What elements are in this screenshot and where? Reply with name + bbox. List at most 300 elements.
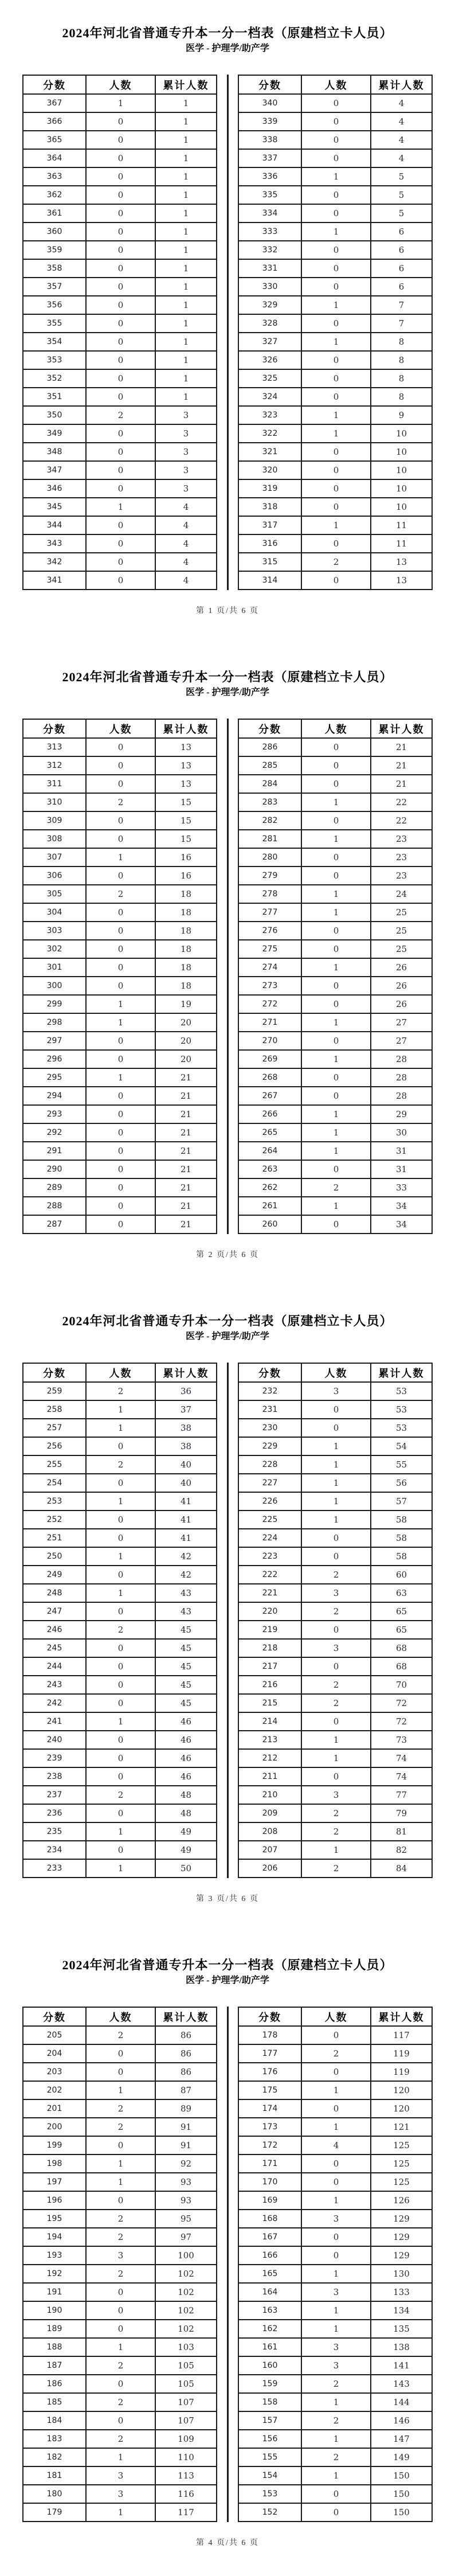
score-cell: 186: [23, 2375, 86, 2393]
table-row: [238, 1105, 432, 1123]
table-row: [23, 333, 217, 351]
score-cell: 318: [238, 498, 301, 516]
score-cell: 214: [238, 1712, 301, 1731]
score-cell: 251: [23, 1529, 86, 1547]
cumulative-cell: 147: [371, 2430, 432, 2448]
cumulative-cell: 4: [371, 149, 432, 167]
table-row: [23, 2466, 217, 2485]
count-cell: 1: [86, 1419, 155, 1437]
count-cell: 2: [86, 2393, 155, 2411]
count-cell: 0: [86, 278, 155, 296]
count-cell: 0: [301, 1068, 371, 1087]
score-cell: 242: [23, 1694, 86, 1712]
score-cell: 322: [238, 424, 301, 443]
table-row: [23, 1123, 217, 1142]
score-cell: 365: [23, 131, 86, 149]
table-row: [238, 2283, 432, 2301]
table-row: [238, 2099, 432, 2118]
score-cell: 246: [23, 1621, 86, 1639]
count-cell: 0: [86, 775, 155, 793]
count-cell: 2: [301, 2411, 371, 2430]
count-cell: 0: [301, 867, 371, 885]
score-cell: 340: [238, 94, 301, 112]
count-cell: 0: [86, 516, 155, 534]
cumulative-cell: 102: [155, 2265, 217, 2283]
cumulative-cell: 117: [155, 2503, 217, 2522]
table-row: [23, 2375, 217, 2393]
score-cell: 249: [23, 1566, 86, 1584]
cumulative-cell: 86: [155, 2063, 217, 2081]
score-cell: 163: [238, 2301, 301, 2320]
count-cell: 0: [86, 940, 155, 958]
cumulative-cell: 86: [155, 2026, 217, 2044]
score-cell: 294: [23, 1087, 86, 1105]
cumulative-cell: 7: [371, 296, 432, 314]
score-cell: 231: [238, 1400, 301, 1419]
cumulative-cell: 5: [371, 186, 432, 204]
count-cell: 1: [301, 1050, 371, 1068]
col-header-score: 分数: [23, 75, 86, 94]
count-cell: 1: [301, 1123, 371, 1142]
cumulative-cell: 7: [371, 314, 432, 333]
table-row: [238, 2026, 432, 2044]
count-cell: 2: [301, 1602, 371, 1621]
count-cell: 0: [86, 314, 155, 333]
score-cell: 170: [238, 2173, 301, 2191]
cumulative-cell: 10: [371, 498, 432, 516]
count-cell: 0: [86, 867, 155, 885]
cumulative-cell: 25: [371, 922, 432, 940]
score-cell: 160: [238, 2356, 301, 2375]
score-cell: 263: [238, 1160, 301, 1178]
cumulative-cell: 23: [371, 848, 432, 867]
score-cell: 300: [23, 977, 86, 995]
count-cell: 0: [86, 1767, 155, 1786]
score-cell: 171: [238, 2155, 301, 2173]
table-row: [23, 259, 217, 278]
score-cell: 233: [23, 1859, 86, 1878]
cumulative-cell: 119: [371, 2044, 432, 2063]
table-row: [238, 1511, 432, 1529]
cumulative-cell: 24: [371, 885, 432, 903]
table-row: [238, 1639, 432, 1657]
count-cell: 0: [301, 1032, 371, 1050]
cumulative-cell: 105: [155, 2375, 217, 2393]
table-row: [238, 1160, 432, 1178]
cumulative-cell: 13: [371, 553, 432, 571]
count-cell: 0: [301, 1621, 371, 1639]
table-row: [238, 1749, 432, 1767]
col-header-cumulative: 累计人数: [371, 75, 432, 94]
cumulative-cell: 4: [371, 112, 432, 131]
table-row: [238, 1013, 432, 1032]
count-cell: 0: [86, 2320, 155, 2338]
count-cell: 0: [86, 167, 155, 186]
count-cell: 0: [86, 333, 155, 351]
cumulative-cell: 113: [155, 2466, 217, 2485]
count-cell: 3: [86, 2485, 155, 2503]
table-row: [23, 461, 217, 479]
cumulative-cell: 45: [155, 1676, 217, 1694]
count-cell: 1: [86, 2155, 155, 2173]
count-cell: 0: [301, 112, 371, 131]
score-cell: 315: [238, 553, 301, 571]
count-cell: 0: [86, 149, 155, 167]
score-cell: 176: [238, 2063, 301, 2081]
count-cell: 1: [301, 1841, 371, 1859]
score-cell: 325: [238, 369, 301, 388]
table-row: [238, 977, 432, 995]
score-cell: 326: [238, 351, 301, 369]
score-cell: 282: [238, 811, 301, 830]
score-cell: 177: [238, 2044, 301, 2063]
cumulative-cell: 46: [155, 1731, 217, 1749]
count-cell: 0: [86, 2136, 155, 2155]
table-row: [238, 1032, 432, 1050]
table-row: [23, 1160, 217, 1178]
score-cell: 200: [23, 2118, 86, 2136]
table-row: [23, 2228, 217, 2246]
score-cell: 297: [23, 1032, 86, 1050]
score-cell: 288: [23, 1197, 86, 1215]
count-cell: 1: [86, 1712, 155, 1731]
table-row: [238, 1474, 432, 1492]
table-divider: [227, 719, 229, 1234]
table-row: [23, 2301, 217, 2320]
score-cell: 305: [23, 885, 86, 903]
table-row: [23, 2411, 217, 2430]
table-row: [23, 443, 217, 461]
count-cell: 0: [86, 1511, 155, 1529]
table-row: [238, 1068, 432, 1087]
table-row: [238, 738, 432, 756]
table-row: [23, 516, 217, 534]
table-row: [238, 498, 432, 516]
count-cell: 0: [86, 2375, 155, 2393]
cumulative-cell: 25: [371, 940, 432, 958]
score-cell: 224: [238, 1529, 301, 1547]
table-row: [238, 186, 432, 204]
score-cell: 320: [238, 461, 301, 479]
score-cell: 287: [23, 1215, 86, 1234]
table-row: [238, 167, 432, 186]
cumulative-cell: 150: [371, 2485, 432, 2503]
score-cell: 227: [238, 1474, 301, 1492]
cumulative-cell: 102: [155, 2283, 217, 2301]
count-cell: 0: [86, 922, 155, 940]
cumulative-cell: 10: [371, 461, 432, 479]
score-cell: 348: [23, 443, 86, 461]
count-cell: 1: [86, 2173, 155, 2191]
count-cell: 0: [301, 571, 371, 590]
cumulative-cell: 21: [155, 1160, 217, 1178]
table-row: [23, 167, 217, 186]
table-row: [23, 314, 217, 333]
count-cell: 1: [301, 830, 371, 848]
cumulative-cell: 58: [371, 1511, 432, 1529]
count-cell: 0: [86, 424, 155, 443]
count-cell: 2: [86, 2210, 155, 2228]
col-header-count: 人数: [86, 2007, 155, 2026]
score-cell: 271: [238, 1013, 301, 1032]
page-4: [0, 1932, 455, 2576]
table-row: [23, 498, 217, 516]
cumulative-cell: 20: [155, 1032, 217, 1050]
table-row: [23, 1657, 217, 1676]
count-cell: 1: [301, 424, 371, 443]
table-row: [238, 1437, 432, 1455]
cumulative-cell: 107: [155, 2411, 217, 2430]
score-cell: 158: [238, 2393, 301, 2411]
table-row: [23, 1602, 217, 1621]
table-row: [23, 479, 217, 498]
count-cell: 1: [301, 223, 371, 241]
table-row: [23, 204, 217, 223]
count-cell: 0: [301, 461, 371, 479]
cumulative-cell: 45: [155, 1639, 217, 1657]
cumulative-cell: 25: [371, 903, 432, 922]
cumulative-cell: 68: [371, 1657, 432, 1676]
cumulative-cell: 1: [155, 131, 217, 149]
score-cell: 342: [23, 553, 86, 571]
score-cell: 363: [23, 167, 86, 186]
cumulative-cell: 31: [371, 1160, 432, 1178]
table-row: [238, 1694, 432, 1712]
count-cell: 0: [86, 204, 155, 223]
score-cell: 354: [23, 333, 86, 351]
cumulative-cell: 16: [155, 867, 217, 885]
table-row: [23, 1639, 217, 1657]
score-cell: 268: [238, 1068, 301, 1087]
score-cell: 367: [23, 94, 86, 112]
cumulative-cell: 117: [371, 2026, 432, 2044]
score-cell: 184: [23, 2411, 86, 2430]
score-cell: 353: [23, 351, 86, 369]
page-footer: 第 3 页/共 6 页: [196, 1895, 259, 1903]
cumulative-cell: 45: [155, 1657, 217, 1676]
count-cell: 1: [301, 1105, 371, 1123]
score-cell: 201: [23, 2099, 86, 2118]
score-cell: 153: [238, 2485, 301, 2503]
count-cell: 1: [86, 2448, 155, 2466]
score-cell: 336: [238, 167, 301, 186]
table-row: [23, 2026, 217, 2044]
table-row: [238, 1400, 432, 1419]
cumulative-cell: 13: [371, 571, 432, 590]
table-row: [238, 1621, 432, 1639]
cumulative-cell: 13: [155, 775, 217, 793]
cumulative-cell: 84: [371, 1859, 432, 1878]
cumulative-cell: 65: [371, 1621, 432, 1639]
table-row: [23, 186, 217, 204]
count-cell: 2: [86, 1382, 155, 1400]
col-header-score: 分数: [238, 75, 301, 94]
cumulative-cell: 21: [371, 756, 432, 775]
col-header-count: 人数: [86, 719, 155, 738]
count-cell: 2: [86, 1621, 155, 1639]
score-cell: 301: [23, 958, 86, 977]
cumulative-cell: 65: [371, 1602, 432, 1621]
table-row: [238, 1566, 432, 1584]
page-1: [0, 0, 455, 644]
score-cell: 240: [23, 1731, 86, 1749]
count-cell: 1: [301, 1142, 371, 1160]
score-cell: 280: [238, 848, 301, 867]
cumulative-cell: 45: [155, 1694, 217, 1712]
count-cell: 1: [301, 167, 371, 186]
cumulative-cell: 1: [155, 112, 217, 131]
table-row: [23, 1419, 217, 1437]
cumulative-cell: 10: [371, 479, 432, 498]
count-cell: 2: [301, 1178, 371, 1197]
table-row: [23, 2283, 217, 2301]
table-row: [238, 2063, 432, 2081]
table-row: [23, 793, 217, 811]
score-cell: 215: [238, 1694, 301, 1712]
count-cell: 0: [301, 351, 371, 369]
score-cell: 321: [238, 443, 301, 461]
score-cell: 154: [238, 2466, 301, 2485]
cumulative-cell: 22: [371, 793, 432, 811]
table-row: [23, 756, 217, 775]
table-row: [23, 1804, 217, 1822]
table-row: [238, 2320, 432, 2338]
count-cell: 0: [86, 1178, 155, 1197]
count-cell: 1: [301, 1197, 371, 1215]
score-cell: 198: [23, 2155, 86, 2173]
score-cell: 309: [23, 811, 86, 830]
score-cell: 308: [23, 830, 86, 848]
table-row: [238, 1197, 432, 1215]
table-row: [238, 1731, 432, 1749]
cumulative-cell: 5: [371, 204, 432, 223]
cumulative-cell: 6: [371, 278, 432, 296]
score-cell: 364: [23, 149, 86, 167]
score-cell: 254: [23, 1474, 86, 1492]
count-cell: 0: [86, 1749, 155, 1767]
cumulative-cell: 73: [371, 1731, 432, 1749]
header-row: [238, 2007, 432, 2026]
score-cell: 350: [23, 406, 86, 424]
score-cell: 361: [23, 204, 86, 223]
score-cell: 304: [23, 903, 86, 922]
count-cell: 0: [86, 1437, 155, 1455]
cumulative-cell: 21: [371, 738, 432, 756]
table-row: [23, 1749, 217, 1767]
cumulative-cell: 102: [155, 2320, 217, 2338]
table-row: [238, 223, 432, 241]
cumulative-cell: 45: [155, 1621, 217, 1639]
cumulative-cell: 5: [371, 167, 432, 186]
cumulative-cell: 1: [155, 351, 217, 369]
table-row: [238, 1584, 432, 1602]
cumulative-cell: 28: [371, 1087, 432, 1105]
table-row: [238, 958, 432, 977]
count-cell: 1: [86, 2081, 155, 2099]
count-cell: 1: [86, 1068, 155, 1087]
table-row: [23, 388, 217, 406]
score-cell: 279: [238, 867, 301, 885]
table-row: [238, 2246, 432, 2265]
count-cell: 0: [86, 811, 155, 830]
score-cell: 333: [238, 223, 301, 241]
table-row: [238, 1050, 432, 1068]
cumulative-cell: 8: [371, 369, 432, 388]
table-row: [23, 223, 217, 241]
count-cell: 2: [301, 2448, 371, 2466]
table-row: [23, 424, 217, 443]
score-cell: 335: [238, 186, 301, 204]
cumulative-cell: 3: [155, 406, 217, 424]
table-row: [23, 977, 217, 995]
table-row: [238, 1841, 432, 1859]
score-cell: 253: [23, 1492, 86, 1511]
count-cell: 1: [301, 1511, 371, 1529]
header-row: [23, 2007, 217, 2026]
cumulative-cell: 11: [371, 516, 432, 534]
cumulative-cell: 125: [371, 2136, 432, 2155]
count-cell: 0: [86, 369, 155, 388]
cumulative-cell: 74: [371, 1767, 432, 1786]
cumulative-cell: 93: [155, 2191, 217, 2210]
cumulative-cell: 53: [371, 1382, 432, 1400]
table-row: [238, 388, 432, 406]
table-row: [238, 2044, 432, 2063]
cumulative-cell: 15: [155, 793, 217, 811]
table-row: [238, 2375, 432, 2393]
score-cell: 319: [238, 479, 301, 498]
count-cell: 2: [301, 2375, 371, 2393]
table-row: [238, 2448, 432, 2466]
cumulative-cell: 72: [371, 1712, 432, 1731]
table-row: [238, 811, 432, 830]
score-cell: 274: [238, 958, 301, 977]
cumulative-cell: 4: [155, 516, 217, 534]
score-cell: 360: [23, 223, 86, 241]
count-cell: 0: [301, 2503, 371, 2522]
score-cell: 330: [238, 278, 301, 296]
cumulative-cell: 89: [155, 2099, 217, 2118]
table-row: [238, 922, 432, 940]
count-cell: 1: [86, 1547, 155, 1566]
score-cell: 239: [23, 1749, 86, 1767]
cumulative-cell: 135: [371, 2320, 432, 2338]
cumulative-cell: 11: [371, 534, 432, 553]
table-row: [23, 1400, 217, 1419]
score-cell: 162: [238, 2320, 301, 2338]
score-cell: 366: [23, 112, 86, 131]
score-cell: 238: [23, 1767, 86, 1786]
count-cell: 0: [301, 738, 371, 756]
score-cell: 290: [23, 1160, 86, 1178]
count-cell: 0: [86, 1676, 155, 1694]
score-cell: 173: [238, 2118, 301, 2136]
table-row: [23, 1529, 217, 1547]
score-cell: 344: [23, 516, 86, 534]
cumulative-cell: 4: [371, 131, 432, 149]
count-cell: 0: [301, 922, 371, 940]
table-row: [238, 351, 432, 369]
table-row: [23, 1511, 217, 1529]
cumulative-cell: 50: [155, 1859, 217, 1878]
cumulative-cell: 46: [155, 1712, 217, 1731]
cumulative-cell: 8: [371, 351, 432, 369]
count-cell: 0: [86, 443, 155, 461]
table-row: [23, 2246, 217, 2265]
cumulative-cell: 4: [371, 94, 432, 112]
cumulative-cell: 21: [371, 775, 432, 793]
cumulative-cell: 3: [155, 424, 217, 443]
